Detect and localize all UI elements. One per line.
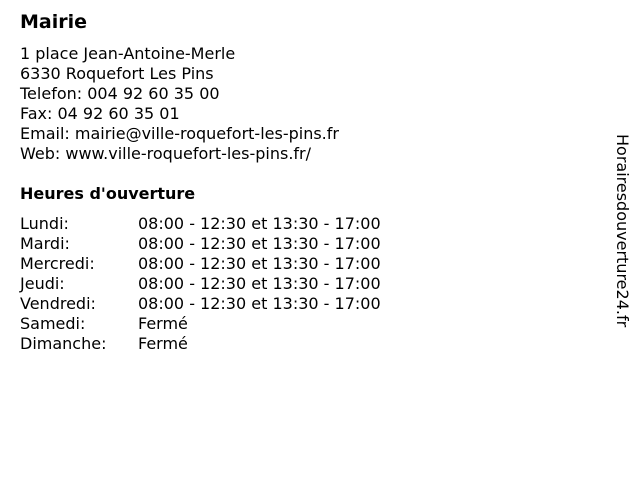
day-label: Vendredi:: [20, 294, 96, 313]
day-label: Mardi:: [20, 234, 70, 253]
hours-row-monday: [20, 214, 381, 234]
street-address: 1 place Jean-Antoine-Merle: [20, 44, 236, 63]
day-label: Jeudi:: [20, 274, 65, 293]
hours-row-tuesday: [20, 234, 381, 254]
time-value: 08:00 - 12:30 et 13:30 - 17:00: [138, 294, 381, 313]
hours-row-wednesday: [20, 254, 381, 274]
city-address: 6330 Roquefort Les Pins: [20, 64, 214, 83]
opening-hours-table: [20, 214, 381, 354]
fax-number: Fax: 04 92 60 35 01: [20, 104, 180, 123]
day-label: Samedi:: [20, 314, 86, 333]
watermark-site-label: Horairesdouverture24.fr: [613, 134, 632, 328]
email-address: Email: mairie@ville-roquefort-les-pins.fr: [20, 124, 339, 143]
hours-row-friday: [20, 294, 381, 314]
day-label: Lundi:: [20, 214, 69, 233]
time-value: 08:00 - 12:30 et 13:30 - 17:00: [138, 214, 381, 233]
time-value: 08:00 - 12:30 et 13:30 - 17:00: [138, 254, 381, 273]
time-value: 08:00 - 12:30 et 13:30 - 17:00: [138, 274, 381, 293]
hours-row-thursday: [20, 274, 381, 294]
hours-row-sunday: [20, 334, 381, 354]
address-block: [20, 44, 339, 164]
day-label: Mercredi:: [20, 254, 95, 273]
page-title: Mairie: [20, 11, 88, 33]
time-value: Fermé: [138, 314, 188, 333]
website-address: Web: www.ville-roquefort-les-pins.fr/: [20, 144, 312, 163]
time-value: 08:00 - 12:30 et 13:30 - 17:00: [138, 234, 381, 253]
time-value: Fermé: [138, 334, 188, 353]
day-label: Dimanche:: [20, 334, 107, 353]
opening-hours-heading: Heures d'ouverture: [20, 184, 196, 203]
phone-number: Telefon: 004 92 60 35 00: [20, 84, 220, 103]
hours-row-saturday: [20, 314, 381, 334]
